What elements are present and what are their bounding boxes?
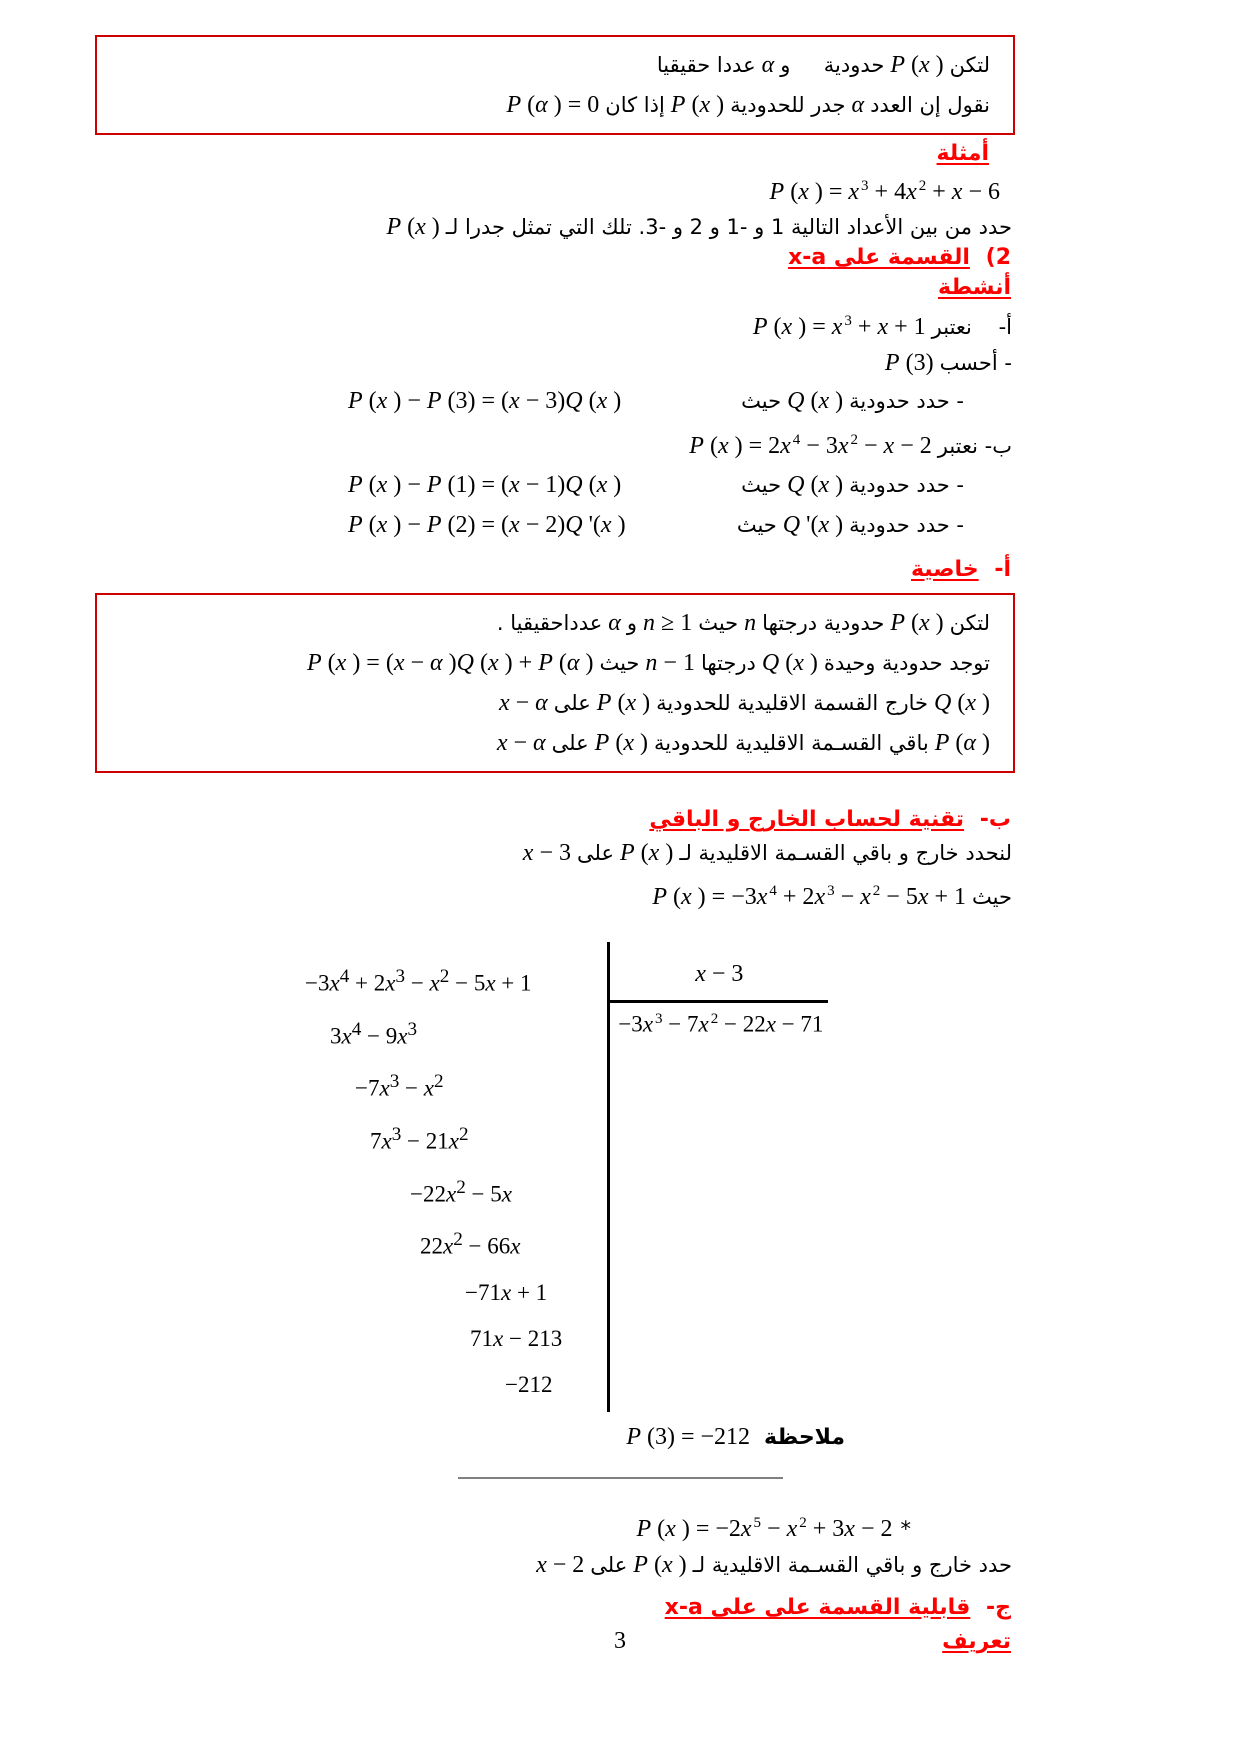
technique-line-1: لنحدد خارج و باقي القسـمة الاقليدية لـP (x )علىx − 3 [522, 840, 1012, 866]
long-division [300, 942, 1015, 1412]
activity-b-find2 [95, 505, 1015, 545]
division-dividend-rows [300, 942, 610, 1412]
division-row: 71x − 213 [470, 1325, 563, 1351]
activity-b-find1-text: - حدد حدوديةQ (x )حيث [741, 472, 964, 498]
section3-heading: ج- قابلية القسمة على على x-a [664, 1594, 1011, 1620]
property-box [95, 593, 1015, 773]
note-label: ملاحظة [764, 1424, 845, 1450]
page-number: 3 [614, 1628, 626, 1654]
division-row: $-7x^3 - x^2$ [355, 1071, 444, 1101]
activity-b-find1-formula: P (x ) − P (1) = (x − 1)Q (x ) [348, 472, 622, 498]
examples-formula: P (x ) = x $^3$ + 4x $^2$ + x − 6 [769, 178, 1000, 205]
note-line [95, 1424, 1015, 1451]
exercise2-line: حدد خارج و باقي القسـمة الاقليدية لـP (x )علىx − 2 [536, 1551, 1012, 1578]
division-row: $22x^2 - 66x$ [420, 1229, 521, 1259]
activity-a-find [95, 381, 1015, 421]
activity-a-intro: أ- نعتبرP (x ) = x $^3$ + x + 1 [752, 313, 1012, 340]
property-line: P (α )باقي القسـمة الاقليدية للحدوديةP (x )علىx − α [496, 730, 990, 756]
division-row: −212 [505, 1371, 553, 1397]
section2-number: 2) [985, 245, 1011, 270]
property-line: لتكنP (x )حدودية درجتهاnحيثn ≥ 1وαعدداحقيقيا . [496, 610, 990, 636]
examples-heading: أمثلة [936, 141, 989, 166]
divider-line [458, 1477, 783, 1479]
property-line: Q (x )خارج القسمة الاقليدية للحدوديةP (x )علىx − α [498, 690, 990, 716]
note-formula: P (3) = −212 [626, 1423, 751, 1450]
property-label: أ- [994, 557, 1011, 582]
division-divisor: x − 3 [695, 961, 744, 987]
definition-line-1: لتكنP (x )حدودية وαعددا حقيقيا [656, 52, 990, 78]
technique-line-2: حيثP (x ) = −3x $^4$ + 2x $^3$ − x $^2$ − 5x + 1 [652, 883, 1012, 910]
activity-b-find2-formula: P (x ) − P (2) = (x − 2)Q '(x ) [348, 512, 626, 538]
division-quotient: −3x $^3$ − 7x $^2$ − 22x − 71 [610, 1000, 828, 1038]
technique-heading: ب- تقنية لحساب الخارج و الباقي [649, 807, 1011, 832]
division-row: $7x^3 - 21x^2$ [370, 1123, 469, 1154]
activity-a-calc: - أحسبP (3) [884, 350, 1012, 376]
division-row: $3x^4 - 9x^3$ [330, 1018, 418, 1049]
definition-box [95, 35, 1015, 135]
technique-label: ب- [979, 807, 1011, 832]
section3-label: ج- [986, 1594, 1011, 1620]
division-right-column [610, 942, 1015, 1412]
activity-b-find1 [95, 465, 1015, 505]
examples-exercise: حدد من بين الأعداد التالية 1 و -1 و 2 و -3. تلك التي تمثل جدرا لـP (x ) [386, 214, 1012, 240]
activity-a-find-formula: P (x ) − P (3) = (x − 3)Q (x ) [348, 388, 622, 414]
property-heading: أ- خاصية [910, 557, 1011, 582]
activity-b-intro: ب- نعتبرP (x ) = 2x $^4$ − 3x $^2$ − x − 2 [689, 432, 1012, 459]
division-row: −71x + 1 [465, 1279, 548, 1305]
section2-title: 2) القسمة على x-a [788, 245, 1011, 270]
section3-subheading: تعريف [942, 1628, 1011, 1654]
property-line: توجد حدودية وحيدةQ (x )درجتهاn − 1حيثP (x ) = (x − α )Q (x ) + P (α ) [306, 650, 990, 676]
definition-line-2: نقول إن العددαجدر للحدوديةP (x )إذا كانP (α ) = 0 [506, 92, 990, 118]
exercise2-formula-line: *P (x ) = −2x $^5$ − x $^2$ + 3x − 2 [636, 1514, 911, 1542]
activity-a-find-text: - حدد حدوديةQ (x )حيث [741, 388, 964, 414]
division-row: $-3x^4 + 2x^3 - x^2 - 5x + 1$ [305, 966, 532, 996]
activity-b-find2-text: - حدد حدوديةQ '(x )حيث [736, 512, 964, 538]
activities-heading: أنشطة [938, 275, 1011, 300]
division-row: $-22x^2 - 5x$ [410, 1176, 512, 1207]
